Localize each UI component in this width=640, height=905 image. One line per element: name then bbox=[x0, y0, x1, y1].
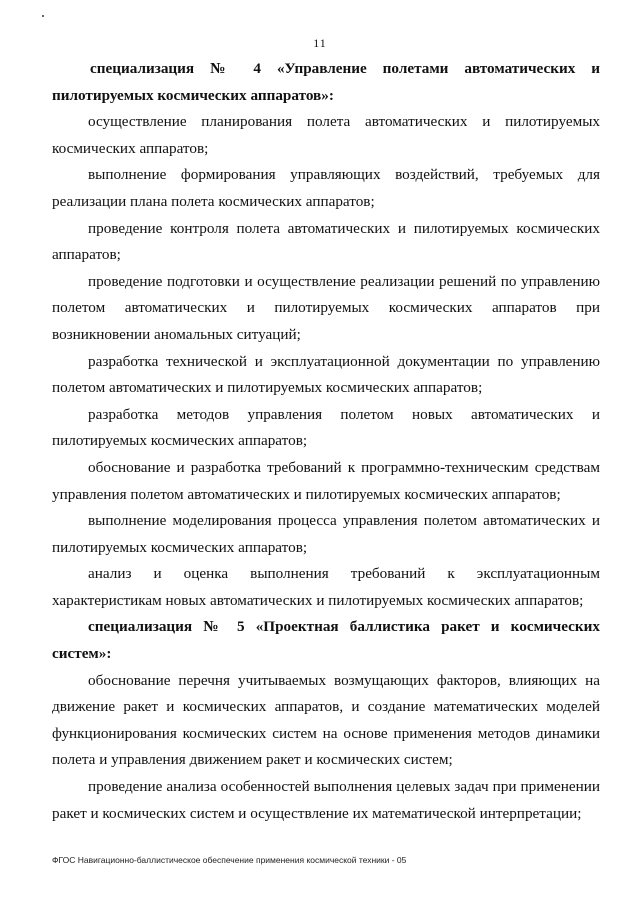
document-footer: ФГОС Навигационно-баллистическое обеспечение применения космической техники - 05 bbox=[52, 855, 407, 865]
list-item: обоснование перечня учитываемых возмущающих факторов, влияющих на движение ракет и космических аппаратов, и создание математических моделей функционирования космических систем на основе применения методов динамики полета и управления движением ракет и космических систем; bbox=[52, 671, 600, 769]
document-body bbox=[52, 56, 600, 827]
list-item: проведение анализа особенностей выполнения целевых задач при применении ракет и космических систем и осуществление их математической интерпретации; bbox=[52, 778, 600, 822]
heading-specialization-5: специализация № 5 «Проектная баллистика ракет и космических систем»: bbox=[52, 618, 600, 663]
list-item: проведение контроля полета автоматических и пилотируемых космических аппаратов; bbox=[52, 219, 600, 264]
list-item: разработка методов управления полетом новых автоматических и пилотируемых космических аппаратов; bbox=[52, 405, 600, 450]
scan-speck bbox=[42, 15, 44, 17]
page-number: 11 bbox=[313, 36, 327, 50]
list-item: обоснование и разработка требований к программно-техническим средствам управления полетом автоматических и пилотируемых космических аппаратов; bbox=[52, 458, 600, 503]
list-item: выполнение моделирования процесса управления полетом автоматических и пилотируемых космических аппаратов; bbox=[52, 512, 600, 556]
list-item: проведение подготовки и осуществление реализации решений по управлению полетом автоматических и пилотируемых космических аппаратов при возникновении аномальных ситуаций; bbox=[52, 272, 600, 343]
heading-specialization-4: специализация № 4 «Управление полетами автоматических и пилотируемых космических аппаратов»: bbox=[52, 60, 600, 104]
list-item: разработка технической и эксплуатационной документации по управлению полетом автоматических и пилотируемых космических аппаратов; bbox=[52, 352, 600, 397]
list-item: анализ и оценка выполнения требований к эксплуатационным характеристикам новых автоматических и пилотируемых космических аппаратов; bbox=[52, 565, 600, 609]
list-item: выполнение формирования управляющих воздействий, требуемых для реализации плана полета космических аппаратов; bbox=[52, 166, 600, 210]
list-item: осуществление планирования полета автоматических и пилотируемых космических аппаратов; bbox=[52, 113, 600, 157]
